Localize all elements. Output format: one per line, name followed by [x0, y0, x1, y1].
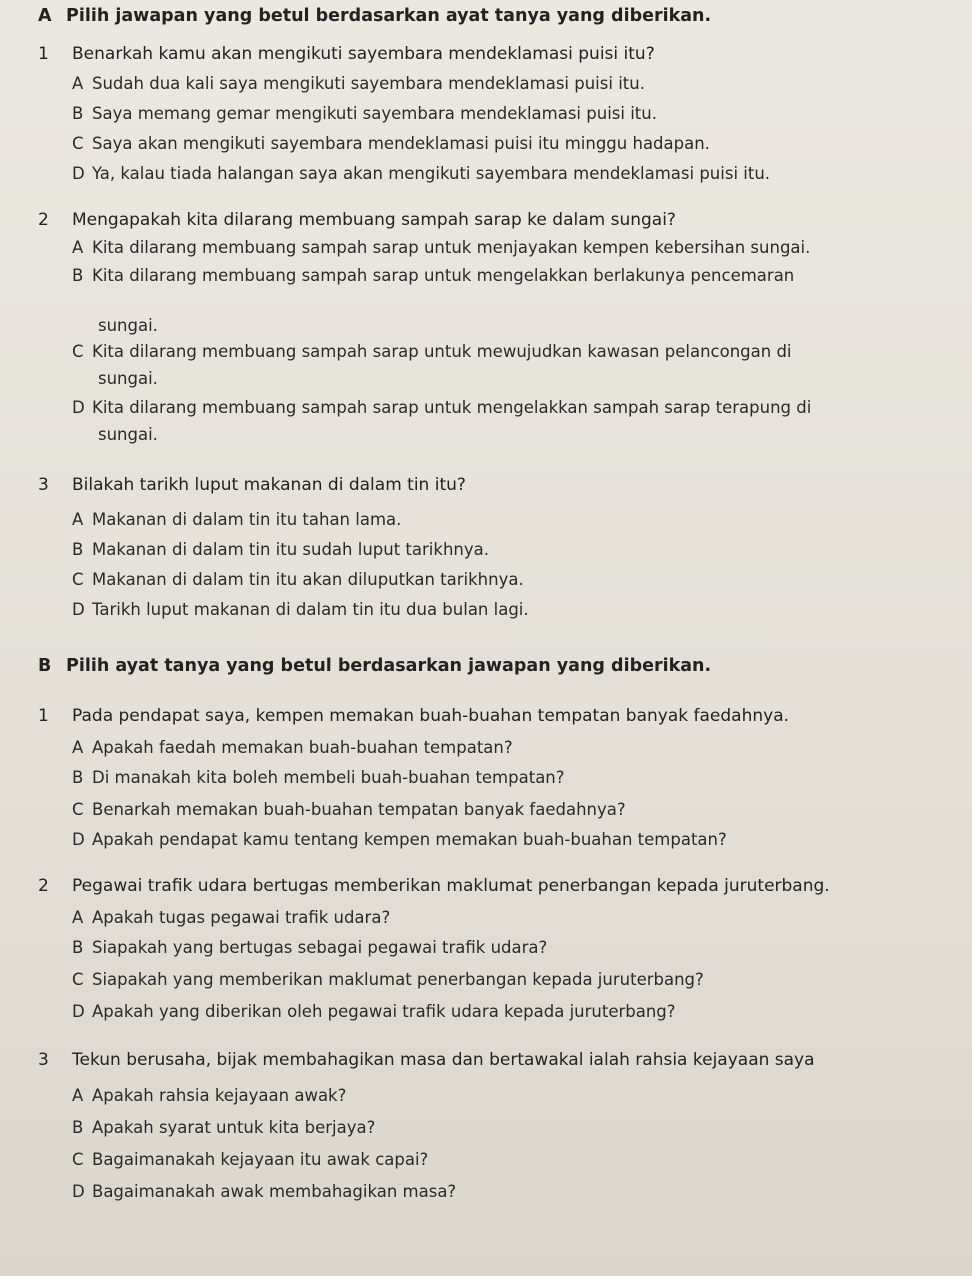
- option-text: Apakah faedah memakan buah-buahan tempatan?: [92, 738, 513, 757]
- answer-option: [72, 1002, 676, 1021]
- option-text: Makanan di dalam tin itu sudah luput tarikhnya.: [92, 540, 489, 559]
- option-label: B: [72, 1118, 84, 1137]
- answer-option: [72, 738, 513, 757]
- option-text: Kita dilarang membuang sampah sarap untuk mewujudkan kawasan pelancongan di: [92, 342, 792, 361]
- section-instruction: Pilih jawapan yang betul berdasarkan ayat tanya yang diberikan.: [66, 6, 712, 26]
- option-text: Saya akan mengikuti sayembara mendeklamasi puisi itu minggu hadapan.: [92, 134, 710, 153]
- option-label: D: [72, 600, 85, 619]
- option-label: A: [72, 738, 84, 757]
- answer-option: [72, 238, 810, 257]
- answer-option: [72, 510, 401, 529]
- answer-option: [72, 830, 727, 849]
- section-a-heading: [38, 6, 711, 26]
- option-continuation: sungai.: [98, 316, 158, 335]
- option-label: C: [72, 342, 84, 361]
- option-label: C: [72, 570, 84, 589]
- option-label: C: [72, 134, 84, 153]
- section-instruction: Pilih ayat tanya yang betul berdasarkan jawapan yang diberikan.: [66, 656, 712, 676]
- option-text: Bagaimanakah kejayaan itu awak capai?: [92, 1150, 429, 1169]
- question-number: 3: [38, 475, 49, 495]
- question-text: Pegawai trafik udara bertugas memberikan maklumat penerbangan kepada juruterbang.: [72, 876, 830, 896]
- option-text: Saya memang gemar mengikuti sayembara mendeklamasi puisi itu.: [92, 104, 657, 123]
- answer-option: [72, 164, 770, 183]
- question-text: Mengapakah kita dilarang membuang sampah sarap ke dalam sungai?: [72, 210, 676, 230]
- option-label: B: [72, 266, 84, 285]
- option-text: Apakah tugas pegawai trafik udara?: [92, 908, 391, 927]
- question-stem: [38, 475, 466, 495]
- option-text: Di manakah kita boleh membeli buah-buahan tempatan?: [92, 768, 565, 787]
- section-letter: A: [38, 6, 52, 26]
- option-text: Apakah yang diberikan oleh pegawai trafik udara kepada juruterbang?: [92, 1002, 676, 1021]
- option-label: D: [72, 164, 85, 183]
- option-text: Tarikh luput makanan di dalam tin itu dua bulan lagi.: [92, 600, 529, 619]
- answer-option: [72, 768, 565, 787]
- option-text: Siapakah yang bertugas sebagai pegawai trafik udara?: [92, 938, 548, 957]
- answer-option: [72, 570, 524, 589]
- question-number: 1: [38, 706, 49, 726]
- answer-option: [72, 1150, 428, 1169]
- answer-option: [72, 104, 657, 123]
- answer-option: [72, 342, 792, 361]
- question-number: 3: [38, 1050, 49, 1070]
- question-text: Bilakah tarikh luput makanan di dalam tin itu?: [72, 475, 466, 495]
- option-label: A: [72, 74, 84, 93]
- option-text: Kita dilarang membuang sampah sarap untuk mengelakkan sampah sarap terapung di: [92, 398, 812, 417]
- option-label: C: [72, 970, 84, 989]
- answer-option: [72, 398, 811, 417]
- question-number: 1: [38, 44, 49, 64]
- question-text: Tekun berusaha, bijak membahagikan masa dan bertawakal ialah rahsia kejayaan saya: [72, 1050, 815, 1070]
- question-text: Benarkah kamu akan mengikuti sayembara mendeklamasi puisi itu?: [72, 44, 655, 64]
- answer-option: [72, 1118, 375, 1137]
- option-label: B: [72, 104, 84, 123]
- option-label: D: [72, 830, 85, 849]
- option-text: Apakah pendapat kamu tentang kempen memakan buah-buahan tempatan?: [92, 830, 727, 849]
- option-continuation: sungai.: [98, 425, 158, 444]
- option-text: Bagaimanakah awak membahagikan masa?: [92, 1182, 457, 1201]
- question-stem: [38, 210, 676, 230]
- option-text: Apakah rahsia kejayaan awak?: [92, 1086, 347, 1105]
- option-label: C: [72, 800, 84, 819]
- option-label: D: [72, 398, 85, 417]
- question-number: 2: [38, 876, 49, 896]
- question-number: 2: [38, 210, 49, 230]
- option-text: Makanan di dalam tin itu tahan lama.: [92, 510, 402, 529]
- answer-option: [72, 266, 794, 285]
- question-stem: [38, 1050, 815, 1070]
- option-label: A: [72, 1086, 84, 1105]
- option-label: B: [72, 938, 84, 957]
- option-label: B: [72, 768, 84, 787]
- answer-option: [72, 74, 645, 93]
- answer-option: [72, 1182, 456, 1201]
- answer-option: [72, 540, 489, 559]
- answer-option: [72, 134, 710, 153]
- question-stem: [38, 706, 789, 726]
- option-text: Ya, kalau tiada halangan saya akan mengikuti sayembara mendeklamasi puisi itu.: [92, 164, 771, 183]
- answer-option: [72, 1086, 346, 1105]
- question-stem: [38, 44, 655, 64]
- option-text: Sudah dua kali saya mengikuti sayembara mendeklamasi puisi itu.: [92, 74, 645, 93]
- option-text: Siapakah yang memberikan maklumat penerbangan kepada juruterbang?: [92, 970, 704, 989]
- option-text: Kita dilarang membuang sampah sarap untuk mengelakkan berlakunya pencemaran: [92, 266, 795, 285]
- answer-option: [72, 908, 390, 927]
- option-text: Benarkah memakan buah-buahan tempatan banyak faedahnya?: [92, 800, 626, 819]
- option-label: C: [72, 1150, 84, 1169]
- option-label: D: [72, 1002, 85, 1021]
- answer-option: [72, 938, 547, 957]
- option-continuation: sungai.: [98, 369, 158, 388]
- option-label: D: [72, 1182, 85, 1201]
- option-label: A: [72, 238, 84, 257]
- answer-option: [72, 600, 529, 619]
- section-b-heading: [38, 656, 711, 676]
- option-text: Makanan di dalam tin itu akan diluputkan tarikhnya.: [92, 570, 524, 589]
- option-text: Kita dilarang membuang sampah sarap untuk menjayakan kempen kebersihan sungai.: [92, 238, 811, 257]
- option-label: A: [72, 908, 84, 927]
- question-stem: [38, 876, 830, 896]
- answer-option: [72, 800, 626, 819]
- section-letter: B: [38, 656, 52, 676]
- option-label: B: [72, 540, 84, 559]
- question-text: Pada pendapat saya, kempen memakan buah-buahan tempatan banyak faedahnya.: [72, 706, 790, 726]
- answer-option: [72, 970, 704, 989]
- option-label: A: [72, 510, 84, 529]
- option-text: Apakah syarat untuk kita berjaya?: [92, 1118, 376, 1137]
